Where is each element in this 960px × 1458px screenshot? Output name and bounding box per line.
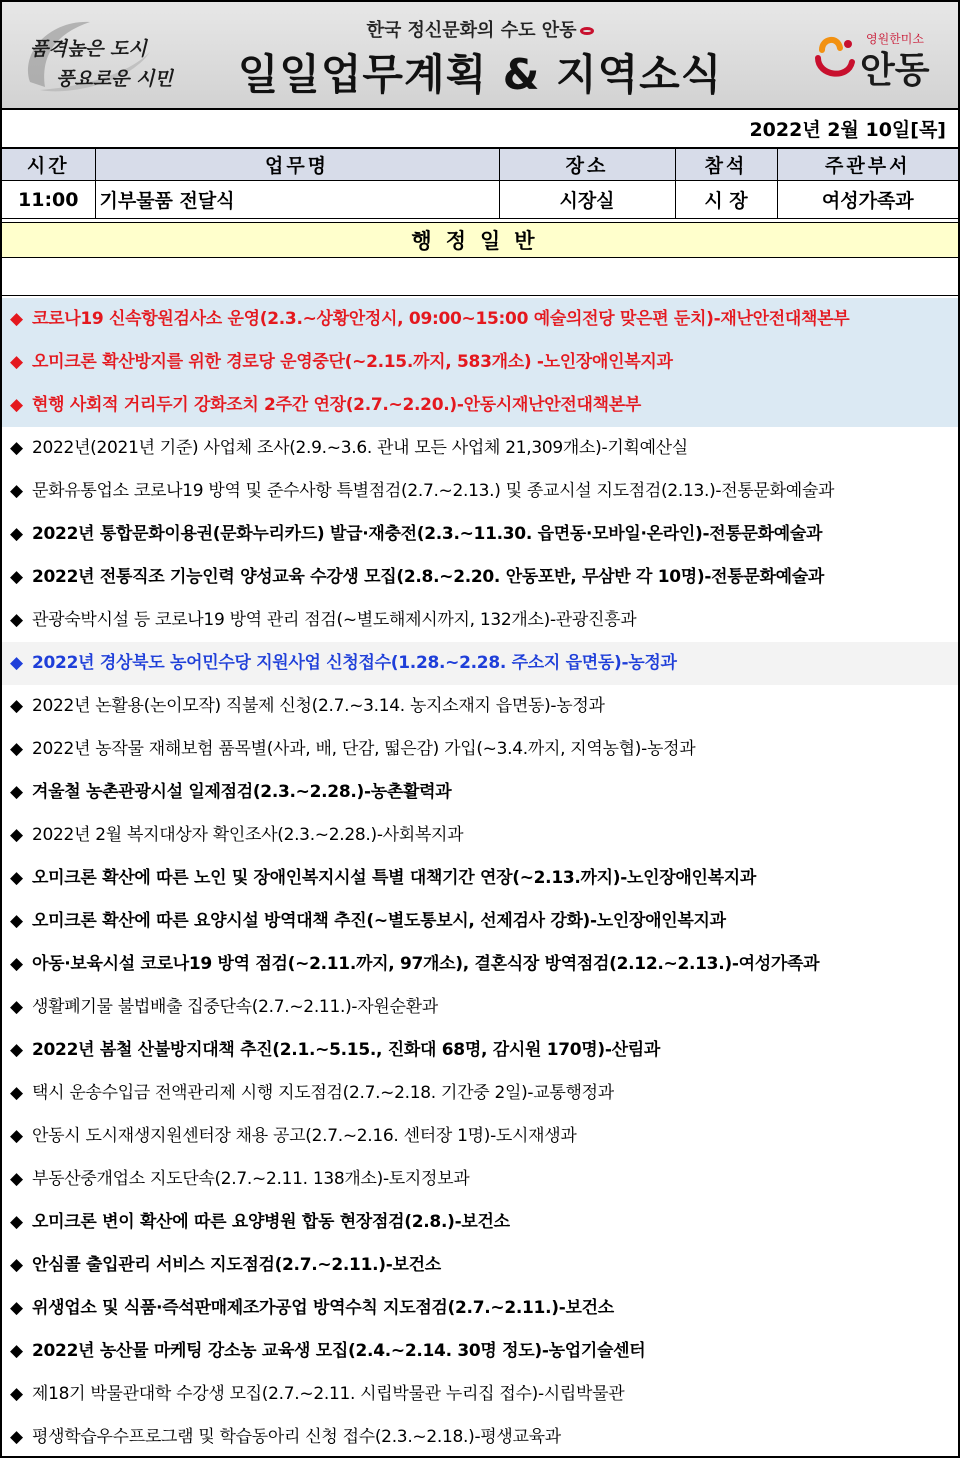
slogan-line-2: 풍요로운 시민 — [56, 68, 173, 90]
list-item-text: 안동시 도시재생지원센터장 채용 공고(2.7.~2.16. 센터장 1명)-도시재생과 — [32, 1126, 577, 1146]
diamond-bullet-icon: ◆ — [10, 868, 23, 888]
list-item-text: 부동산중개업소 지도단속(2.7.~2.11. 138개소)-토지정보과 — [32, 1169, 470, 1189]
col-header-task: 업무명 — [95, 149, 499, 181]
list-item — [2, 1029, 958, 1072]
diamond-bullet-icon: ◆ — [10, 739, 23, 759]
diamond-bullet-icon: ◆ — [10, 1427, 23, 1447]
list-item — [2, 814, 958, 857]
list-item-text: 오미크론 확산방지를 위한 경로당 운영중단(~2.15.까지, 583개소) -노인장애인복지과 — [32, 352, 673, 372]
schedule-table — [2, 148, 958, 219]
col-header-attend: 참석 — [675, 149, 777, 181]
blank-row — [2, 258, 958, 296]
list-item — [2, 427, 958, 470]
list-item-text: 오미크론 확산에 따른 요양시설 방역대책 추진(~별도통보시, 선제검사 강화)-노인장애인복지과 — [32, 911, 726, 931]
list-item — [2, 1330, 958, 1373]
section-title: 행정일반 — [2, 222, 958, 258]
list-item-text: 오미크론 확산에 따른 노인 및 장애인복지시설 특별 대책기간 연장(~2.13.까지)-노인장애인복지과 — [32, 868, 757, 888]
andong-logo — [808, 24, 938, 90]
diamond-bullet-icon: ◆ — [10, 825, 23, 845]
subtitle-text: 한국 정신문화의 수도 안동 — [366, 20, 577, 41]
list-item — [2, 298, 958, 341]
list-item — [2, 1244, 958, 1287]
list-item-text: 2022년(2021년 기준) 사업체 조사(2.9.~3.6. 관내 모든 사업체 21,309개소)-기획예산실 — [32, 438, 688, 458]
diamond-bullet-icon: ◆ — [10, 1384, 23, 1404]
list-item-text: 제18기 박물관대학 수강생 모집(2.7.~2.11. 시립박물관 누리집 접수)-시립박물관 — [32, 1384, 625, 1404]
diamond-bullet-icon: ◆ — [10, 1212, 23, 1232]
list-item-text: 위생업소 및 식품·즉석판매제조가공업 방역수칙 지도점검(2.7.~2.11.)-보건소 — [32, 1298, 614, 1318]
list-item-text: 관광숙박시설 등 코로나19 방역 관리 점검(~별도해제시까지, 132개소)-관광진흥과 — [32, 610, 637, 630]
diamond-bullet-icon: ◆ — [10, 524, 23, 544]
andong-logo-icon — [808, 28, 860, 86]
col-header-dept: 주관부서 — [777, 149, 958, 181]
diamond-bullet-icon: ◆ — [10, 1255, 23, 1275]
cell-place: 시장실 — [499, 181, 675, 219]
list-item — [2, 470, 958, 513]
cell-time: 11:00 — [2, 181, 95, 219]
diamond-bullet-icon: ◆ — [10, 1040, 23, 1060]
list-item-text: 2022년 농산물 마케팅 강소농 교육생 모집(2.4.~2.14. 30명 정도)-농업기술센터 — [32, 1341, 646, 1361]
list-item-text: 평생학습우수프로그램 및 학습동아리 신청 접수(2.3.~2.18.)-평생교육과 — [32, 1427, 561, 1447]
list-item-text: 택시 운송수입금 전액관리제 시행 지도점검(2.7.~2.18. 기간중 2일)-교통행정과 — [32, 1083, 614, 1103]
list-item-text: 오미크론 변이 확산에 따른 요양병원 합동 현장점검(2.8.)-보건소 — [32, 1212, 510, 1232]
list-item — [2, 857, 958, 900]
diamond-bullet-icon: ◆ — [10, 1298, 23, 1318]
diamond-bullet-icon: ◆ — [10, 1126, 23, 1146]
diamond-bullet-icon: ◆ — [10, 954, 23, 974]
list-item-text: 겨울철 농촌관광시설 일제점검(2.3.~2.28.)-농촌활력과 — [32, 782, 452, 802]
diamond-bullet-icon: ◆ — [10, 395, 23, 415]
diamond-bullet-icon: ◆ — [10, 610, 23, 630]
diamond-bullet-icon: ◆ — [10, 1341, 23, 1361]
diamond-bullet-icon: ◆ — [10, 309, 23, 329]
list-item — [2, 943, 958, 986]
diamond-bullet-icon: ◆ — [10, 997, 23, 1017]
diamond-bullet-icon: ◆ — [10, 352, 23, 372]
list-item — [2, 986, 958, 1029]
list-item — [2, 599, 958, 642]
diamond-bullet-icon: ◆ — [10, 911, 23, 931]
list-item-text: 2022년 전통직조 기능인력 양성교육 수강생 모집(2.8.~2.20. 안동포반, 무삼반 각 10명)-전통문화예술과 — [32, 567, 824, 587]
table-row — [2, 181, 958, 219]
slogan-line-1: 품격높은 도시 — [30, 38, 147, 60]
list-item — [2, 1115, 958, 1158]
list-item-text: 아동·보육시설 코로나19 방역 점검(~2.11.까지, 97개소), 결혼식장 방역점검(2.12.~2.13.)-여성가족과 — [32, 954, 820, 974]
notice-list — [2, 298, 958, 1458]
header-banner — [2, 2, 958, 110]
cell-dept: 여성가족과 — [777, 181, 958, 219]
list-item — [2, 384, 958, 427]
page-title: 일일업무계획 & 지역소식 — [237, 50, 723, 99]
col-header-place: 장소 — [499, 149, 675, 181]
cell-task: 기부물품 전달식 — [95, 181, 499, 219]
list-item-text: 안심콜 출입관리 서비스 지도점검(2.7.~2.11.)-보건소 — [32, 1255, 441, 1275]
list-item-text: 문화유통업소 코로나19 방역 및 준수사항 특별점검(2.7.~2.13.) 및 종교시설 지도점검(2.13.)-전통문화예술과 — [32, 481, 835, 501]
list-item-text: 코로나19 신속항원검사소 운영(2.3.~상황안정시, 09:00~15:00 예술의전당 맞은편 둔치)-재난안전대책본부 — [32, 309, 850, 329]
date-label: 2022년 2월 10일[목] — [2, 112, 958, 148]
list-item-text: 현행 사회적 거리두기 강화조치 2주간 연장(2.7.~2.20.)-안동시재난안전대책본부 — [32, 395, 641, 415]
diamond-bullet-icon: ◆ — [10, 438, 23, 458]
list-item — [2, 771, 958, 814]
list-item-text: 2022년 농작물 재해보험 품목별(사과, 배, 단감, 떫은감) 가입(~3.4.까지, 지역농협)-농정과 — [32, 739, 696, 759]
diamond-bullet-icon: ◆ — [10, 481, 23, 501]
list-item — [2, 728, 958, 771]
smile-mark-icon — [580, 27, 594, 35]
logo-slogan: 영원한미소 — [866, 32, 924, 46]
list-item-text: 2022년 경상북도 농어민수당 지원사업 신청접수(1.28.~2.28. 주소지 읍면동)-농정과 — [32, 653, 677, 673]
list-item — [2, 1201, 958, 1244]
list-item — [2, 685, 958, 728]
list-item-text: 2022년 봄철 산불방지대책 추진(2.1.~5.15., 진화대 68명, 감시원 170명)-산림과 — [32, 1040, 661, 1060]
cell-attend: 시 장 — [675, 181, 777, 219]
list-item-text: 2022년 통합문화이용권(문화누리카드) 발급·재충전(2.3.~11.30. 읍면동·모바일·온라인)-전통문화예술과 — [32, 524, 823, 544]
diamond-bullet-icon: ◆ — [10, 782, 23, 802]
list-item — [2, 1072, 958, 1115]
list-item — [2, 513, 958, 556]
col-header-time: 시간 — [2, 149, 95, 181]
list-item — [2, 1287, 958, 1330]
diamond-bullet-icon: ◆ — [10, 1083, 23, 1103]
diamond-bullet-icon: ◆ — [10, 653, 23, 673]
list-item — [2, 556, 958, 599]
list-item — [2, 900, 958, 943]
list-item-text: 2022년 2월 복지대상자 확인조사(2.3.~2.28.)-사회복지과 — [32, 825, 464, 845]
list-item — [2, 1416, 958, 1458]
list-item — [2, 642, 958, 685]
list-item — [2, 1373, 958, 1416]
list-item — [2, 341, 958, 384]
logo-city-name: 안동 — [860, 50, 930, 91]
diamond-bullet-icon: ◆ — [10, 696, 23, 716]
list-item — [2, 1158, 958, 1201]
schedule-header-row — [2, 149, 958, 181]
diamond-bullet-icon: ◆ — [10, 1169, 23, 1189]
list-item-text: 생활폐기물 불법배출 집중단속(2.7.~2.11.)-자원순환과 — [32, 997, 438, 1017]
list-item-text: 2022년 논활용(논이모작) 직불제 신청(2.7.~3.14. 농지소재지 읍면동)-농정과 — [32, 696, 605, 716]
diamond-bullet-icon: ◆ — [10, 567, 23, 587]
